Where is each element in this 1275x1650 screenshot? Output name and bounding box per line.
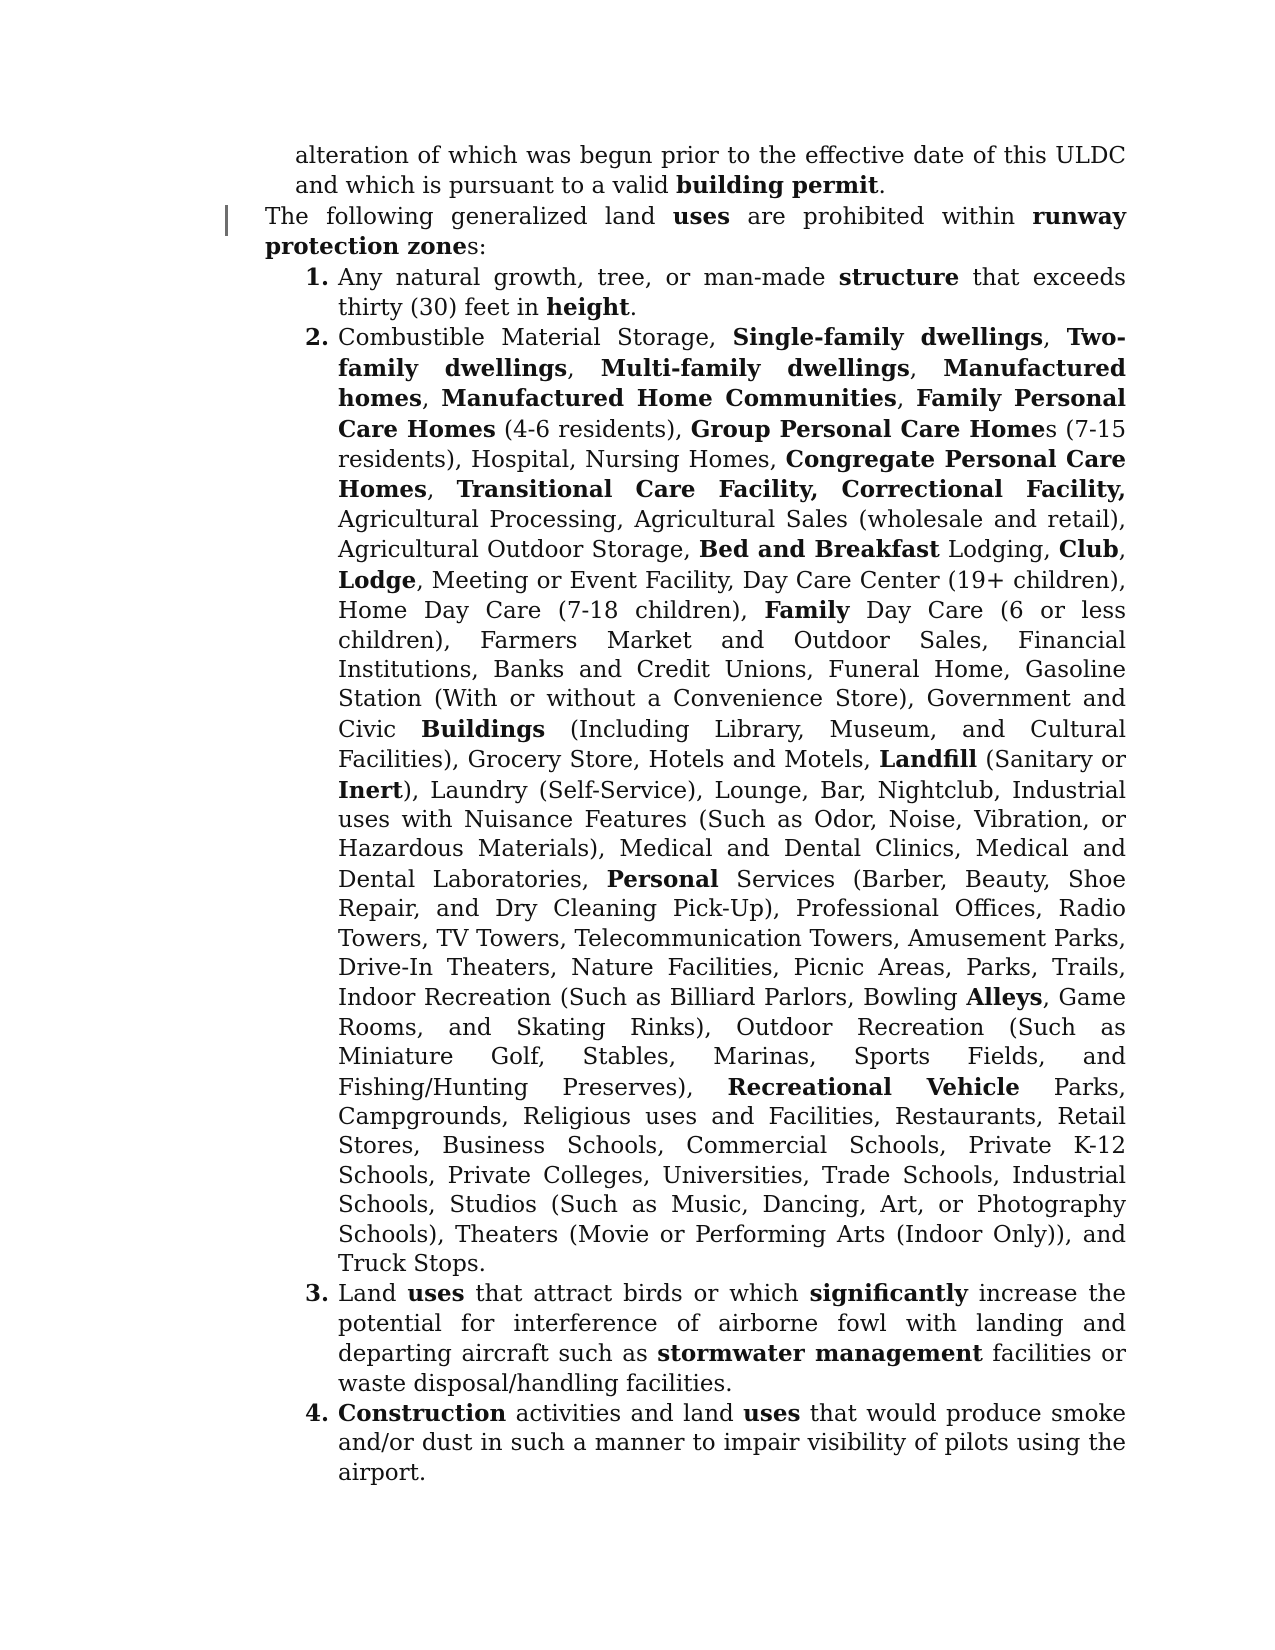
list-item-text: Combustible Material Storage, Single-family dwellings, Two-family dwellings, Multi-family dwellings, Manufactured homes, Manufactured Home Communities, Family Personal Care Homes (4-6 residents), Group Personal Care Homes (7-15 residents), Hospital, Nursing Homes, Congregate Personal Care Homes, Transitional Care Facility, Correctional Facility, Agricultural Processing, Agricultural Sales (wholesale and retail), Agricultural Outdoor Storage, Bed and Breakfast Lodging, Club, Lodge, Meeting or Event Facility, Day Care Center (19+ children), Home Day Care (7-18 children), Family Day Care (6 or less children), Farmers Market and Outdoor Sales, Financial Institutions, Banks and Credit Unions, Funeral Home, Gasoline Station (With or without a Convenience Store), Government and Civic Buildings (Including Library, Museum, and Cultural Facilities), Grocery Store, Hotels and Motels, Landfill (Sanitary or Inert), Laundry (Self-Service), Lounge, Bar, Nightclub, Industrial uses with Nuisance Features (Such as Odor, Noise, Vibration, or Hazardous Materials), Medical and Dental Clinics, Medical and Dental Laboratories, Personal Services (Barber, Beauty, Shoe Repair, and Dry Cleaning Pick-Up), Professional Offices, Radio Towers, TV Towers, Telecommunication Towers, Amusement Parks, Drive-In Theaters, Nature Facilities, Picnic Areas, Parks, Trails, Indoor Recreation (Such as Billiard Parlors, Bowling Alleys, Game Rooms, and Skating Rinks), Outdoor Recreation (Such as Miniature Golf, Stables, Marinas, Sports Fields, and Fishing/Hunting Preserves), Recreational Vehicle Parks, Campgrounds, Religious uses and Facilities, Restaurants, Retail Stores, Business Schools, Commercial Schools, Private K-12 Schools, Private Colleges, Universities, Trade Schools, Industrial Schools, Studios (Such as Music, Dancing, Art, or Photography Schools), Theaters (Movie or Performing Arts (Indoor Only)), and Truck Stops. [338,324,1127,1278]
list-item-text: Land uses that attract birds or which significantly increase the potential for interference of airborne fowl with landing and departing aircraft such as stormwater management facilities or waste disposal/handling facilities. [338,1280,1126,1397]
list-item-1 [305,263,1126,324]
revision-change-bar [225,205,228,236]
list-item-4 [305,1399,1126,1488]
list-item-number: 4. [305,1400,330,1428]
list-item-text: Construction activities and land uses that would produce smoke and/or dust in such a manner to impair visibility of pilots using the airport. [338,1400,1126,1486]
list-item-text: Any natural growth, tree, or man-made structure that exceeds thirty (30) feet in height. [338,263,1126,322]
list-item-number: 2. [305,324,330,352]
intro-continuation-paragraph: alteration of which was begun prior to the effective date of this ULDC and which is pursuant to a valid building permit. [295,143,1126,200]
list-item-3 [305,1279,1126,1399]
list-item-number: 1. [305,263,330,291]
list-item-2 [305,323,1126,1279]
prohibition-intro-paragraph [265,202,1126,263]
prohibition-intro-text: The following generalized land uses are prohibited within runway protection zones: [265,202,1126,261]
list-item-number: 3. [305,1280,330,1308]
prohibited-uses-list [0,263,1275,1489]
